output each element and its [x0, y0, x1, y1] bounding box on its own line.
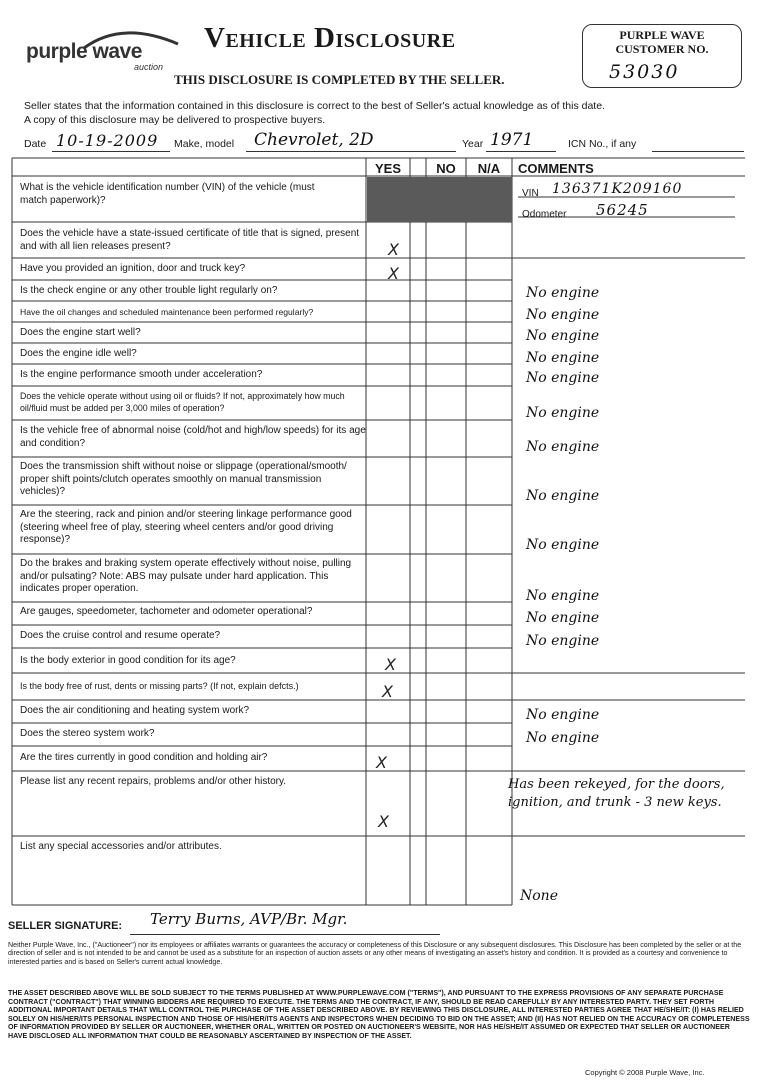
- odometer-label: Odometer: [522, 209, 567, 220]
- question-row: Is the engine performance smooth under acceleration?: [20, 369, 263, 380]
- question-row: Does the engine start well?: [20, 327, 141, 338]
- year-label: Year: [462, 138, 484, 150]
- customer-number-box: [582, 24, 742, 88]
- customer-number: 53030: [609, 61, 680, 83]
- col-na: N/A: [477, 161, 501, 176]
- question-row: Are the steering, rack and pinion and/or steering linkage performance good (steering wheel free of play, steering wheel centers and/or good driving response)?: [20, 509, 352, 545]
- comment-text[interactable]: No engine: [526, 405, 600, 421]
- comment-text[interactable]: No engine: [526, 730, 600, 746]
- comment-text[interactable]: No engine: [526, 307, 600, 323]
- odometer-value[interactable]: 56245: [596, 201, 649, 219]
- yes-checkmark[interactable]: X: [378, 812, 389, 831]
- question-row: Have the oil changes and scheduled maintenance been performed regularly?: [20, 307, 314, 317]
- copyright-text: Copyright © 2008 Purple Wave, Inc.: [585, 1068, 705, 1077]
- date-label: Date: [24, 138, 47, 150]
- yes-checkmark[interactable]: X: [385, 655, 396, 674]
- question-row: Does the engine idle well?: [20, 348, 137, 359]
- year-value[interactable]: 1971: [490, 130, 534, 150]
- col-comments: COMMENTS: [518, 161, 594, 176]
- yes-checkmark[interactable]: X: [388, 240, 399, 259]
- comment-text[interactable]: No engine: [526, 285, 600, 301]
- icn-label: ICN No., if any: [568, 138, 637, 150]
- page-title: Vehicle Disclosure: [204, 22, 456, 54]
- logo-brand: purple wave: [26, 40, 142, 63]
- logo-sub: auction: [134, 62, 164, 72]
- comment-text[interactable]: No engine: [526, 488, 600, 504]
- make-label: Make, model: [174, 138, 235, 150]
- question-row: List any special accessories and/or attributes.: [20, 841, 222, 852]
- question-row: Is the body exterior in good condition for its age?: [20, 655, 236, 666]
- comment-text[interactable]: No engine: [526, 439, 600, 455]
- yes-checkmark[interactable]: X: [388, 264, 399, 283]
- seller-signature[interactable]: Terry Burns, AVP/Br. Mgr.: [150, 910, 348, 928]
- comment-text[interactable]: No engine: [526, 328, 600, 344]
- yes-checkmark[interactable]: X: [376, 753, 387, 772]
- question-row: Is the check engine or any other trouble light regularly on?: [20, 285, 278, 296]
- question-row: Please list any recent repairs, problems and/or other history.: [20, 776, 287, 787]
- question-row: Does the transmission shift without noise or slippage (operational/smooth/ proper shift points/clutch operates smoothly on manual transmission vehicles)?: [20, 461, 347, 497]
- vin-shaded-cells: [367, 177, 512, 222]
- page-subtitle: THIS DISCLOSURE IS COMPLETED BY THE SELLER.: [174, 72, 505, 87]
- comment-text[interactable]: No engine: [526, 633, 600, 649]
- question-row: Do the brakes and braking system operate effectively without noise, pulling and/or pulsating? Note: ABS may pulsate under hard application. This indicates proper operation.: [20, 558, 352, 594]
- comment-text[interactable]: No engine: [526, 537, 600, 553]
- comment-text[interactable]: No engine: [526, 610, 600, 626]
- yes-checkmark[interactable]: X: [382, 682, 393, 701]
- question-row: Does the cruise control and resume operate?: [20, 630, 221, 641]
- intro-line-2: A copy of this disclosure may be delivered to prospective buyers.: [24, 114, 326, 126]
- vin-value[interactable]: 136371K209160: [552, 181, 683, 197]
- question-row: Are gauges, speedometer, tachometer and odometer operational?: [20, 606, 313, 617]
- accessories-comment[interactable]: None: [520, 888, 558, 904]
- vin-label: VIN: [522, 188, 539, 199]
- question-row: Does the vehicle operate without using oil or fluids? If not, approximately how much oil/fluid must be added per 3,000 miles of operation?: [20, 391, 345, 413]
- comment-text[interactable]: No engine: [526, 707, 600, 723]
- comment-text[interactable]: No engine: [526, 350, 600, 366]
- terms-text: THE ASSET DESCRIBED ABOVE WILL BE SOLD SUBJECT TO THE TERMS PUBLISHED AT WWW.PURPLEWAVE.COM ("TERMS"), AND PURSUANT TO THE EXPRESS PROVISIONS OF ANY SEPARATE PURCHASE CONTRACT ("CONTRACT") THAT WINNING BIDDERS ARE REQUIRED TO EXECUTE. THE TERMS AND THE CONTRACT, IF ANY, SHOULD BE READ CAREFULLY BY ANY INTERESTED PARTY. THEY SET FORTH ADDITIONAL IMPORTANT DETAILS THAT WILL CONTROL THE PURCHASE OF THE ASSET DESCRIBED ABOVE. BY REVIEWING THIS DISCLOSURE, ALL INTERESTED PARTIES AGREE THAT HE/SHE/IT: (I) HAS RELIED SOLELY ON HIS/HER/ITS PERSONAL INSPECTION AND THOSE OF HIS/HER/ITS AGENTS AND INSPECTORS WHEN DECIDING TO BID ON THE ASSET; AND (II) HAS NOT RELIED ON THE ACCURACY OR COMPLETENESS OF INFORMATION PROVIDED BY SELLER OR AUCTIONEER, WHETHER ORAL, WRITTEN OR POSTED ON AUCTIONEER'S WEBSITE, NOR HAS HE/SHE/IT ASSUMED OR EXPECTED THAT SELLER OR AUCTIONEER HAVE DISCLOSED ALL INFORMATION THAT COULD BE REASONABLY ASCERTAINED BY INSPECTION OF THE ASSET.: [8, 989, 750, 1040]
- customer-box-line1: PURPLE WAVE: [619, 28, 705, 42]
- comment-text[interactable]: No engine: [526, 370, 600, 386]
- repairs-comment[interactable]: Has been rekeyed, for the doors, ignition, and trunk - 3 new keys.: [508, 777, 725, 810]
- question-row: Does the air conditioning and heating system work?: [20, 705, 250, 716]
- make-value[interactable]: Chevrolet, 2D: [254, 130, 374, 150]
- col-yes: YES: [374, 161, 401, 176]
- customer-box-line2: CUSTOMER NO.: [615, 42, 709, 56]
- intro-line-1: Seller states that the information contained in this disclosure is correct to the best of Seller's actual knowledge as of this date.: [24, 100, 605, 112]
- date-value[interactable]: 10-19-2009: [56, 131, 159, 150]
- question-row: Does the stereo system work?: [20, 728, 155, 739]
- question-row: Are the tires currently in good condition and holding air?: [20, 752, 268, 763]
- comment-text[interactable]: No engine: [526, 588, 600, 604]
- question-row: Is the vehicle free of abnormal noise (cold/hot and high/low speeds) for its age and condition?: [20, 425, 366, 449]
- signature-label: SELLER SIGNATURE:: [8, 920, 123, 932]
- question-row: Have you provided an ignition, door and truck key?: [20, 263, 246, 274]
- disclaimer-text: Neither Purple Wave, Inc., ("Auctioneer") nor its employees or affiliates warrants or guarantees the accuracy or completeness of this Disclosure or any subsequent disclosures. This Disclosure has been completed by the seller or at the direction of seller and is not intended to be and cannot be used as a substitute for an inspection of auction assets or any other means of investigating an asset's history and condition. It is provided as a courtesy and convenience to interested parties and is based on Seller's current actual knowledge.: [8, 941, 742, 966]
- col-no: NO: [436, 161, 456, 176]
- purple-wave-logo: [22, 26, 172, 76]
- question-row: What is the vehicle identification number (VIN) of the vehicle (must match paperwork)?: [20, 182, 315, 206]
- question-row: Does the vehicle have a state-issued certificate of title that is signed, present and with all lien releases present?: [20, 228, 360, 252]
- vehicle-info-line: [24, 132, 744, 154]
- question-row: Is the body free of rust, dents or missing parts? (If not, explain defcts.): [20, 681, 299, 691]
